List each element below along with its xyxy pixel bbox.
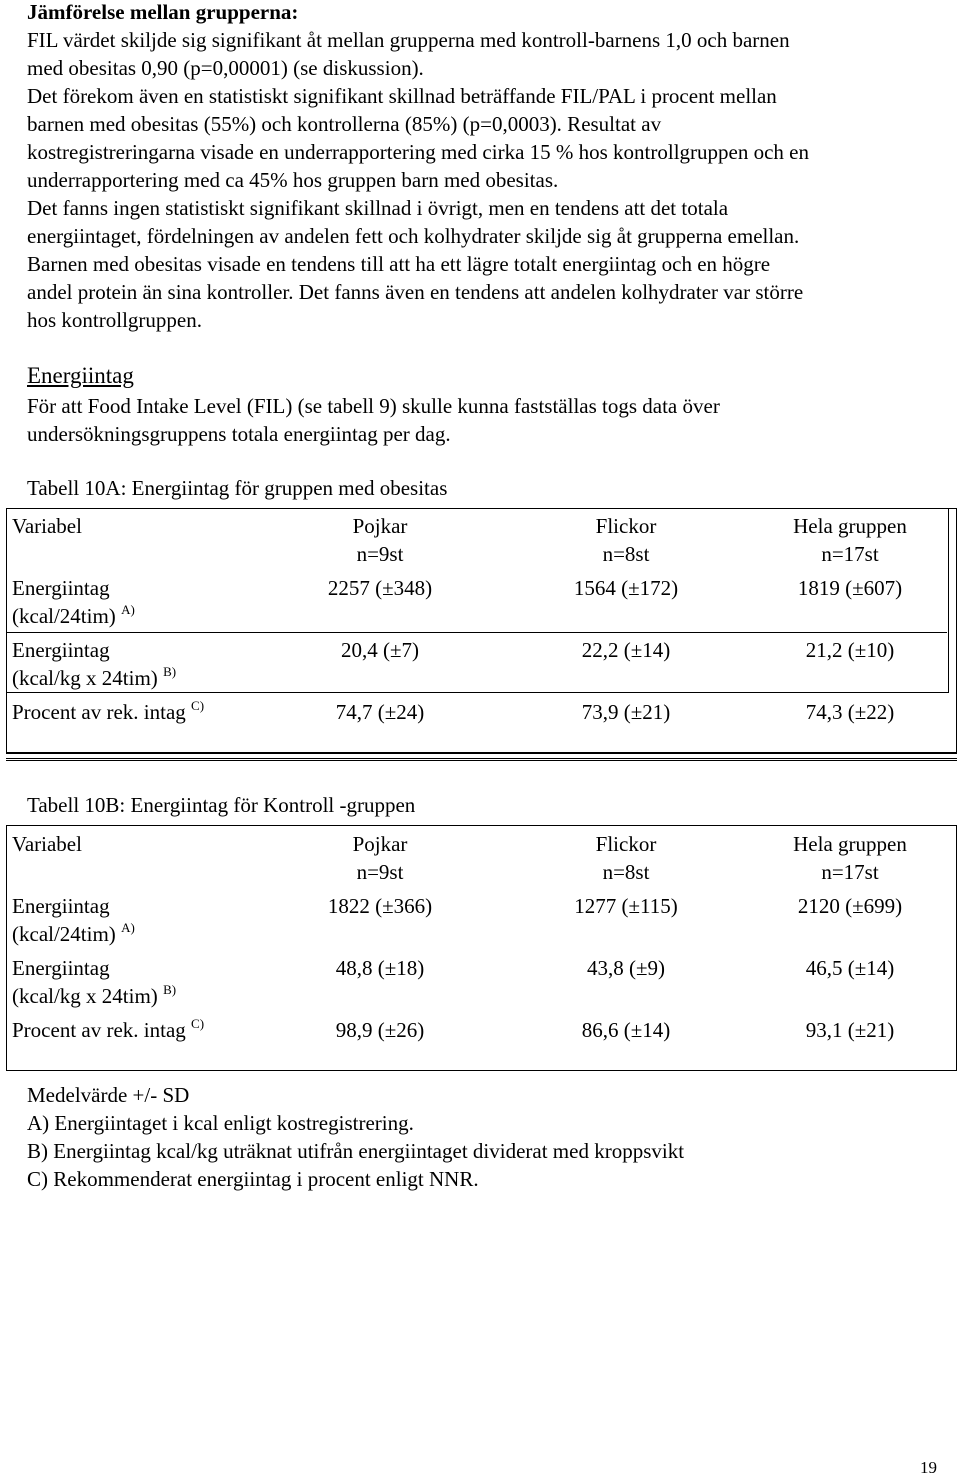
paragraph-line: Det fanns ingen statistiskt signifikant skillnad i övrigt, men en tendens att det totala [27,196,729,220]
header-hela: Hela gruppen [793,832,907,856]
paragraph-line: andel protein än sina kontroller. Det fanns även en tendens att andelen kolhydrater var större [27,280,804,304]
table-cell: 22,2 (±14) [581,638,671,662]
header-hela-n: n=17st [821,542,879,566]
header-pojkar-n: n=9st [356,860,404,884]
table-a-right-rule [948,508,949,692]
header-hela-n: n=17st [821,860,879,884]
row-label: Energiintag [12,638,110,662]
table-a-left-rule [6,508,7,692]
row-label: (kcal/24tim) $^{A)}$ [12,602,135,628]
table-cell: 74,3 (±22) [805,700,895,724]
paragraph-line: med obesitas 0,90 (p=0,00001) (se diskussion). [27,56,424,80]
row-label: (kcal/24tim) $^{A)}$ [12,920,135,946]
table-cell: 1564 (±172) [573,576,679,600]
header-pojkar: Pojkar [352,832,408,856]
section-heading-comparison: Jämförelse mellan grupperna: [27,0,299,24]
header-variable: Variabel [12,514,82,538]
table-b-bottom-rule [6,1070,957,1071]
paragraph-line: FIL värdet skiljde sig signifikant åt mellan grupperna med kontroll-barnens 1,0 och barnen [27,28,790,52]
row-label: (kcal/kg x 24tim) $^{B)}$ [12,664,177,690]
table-cell: 1819 (±607) [797,576,903,600]
note-line: Medelvärde +/- SD [27,1083,190,1107]
note-line: B) Energiintag kcal/kg uträknat utifrån energiintaget dividerat med kroppsvikt [27,1139,685,1163]
table-b-caption: Tabell 10B: Energiintag för Kontroll -gruppen [27,793,416,817]
table-cell: 74,7 (±24) [335,700,425,724]
row-label: Energiintag [12,894,110,918]
table-cell: 48,8 (±18) [335,956,425,980]
table-cell: 2257 (±348) [327,576,433,600]
table-a-divider [6,692,949,693]
paragraph-line: Det förekom även en statistiskt signifikant skillnad beträffande FIL/PAL i procent mellan [27,84,777,108]
header-flickor: Flickor [595,514,657,538]
table-cell: 20,4 (±7) [340,638,419,662]
header-hela: Hela gruppen [793,514,907,538]
table-a-double-rule [6,753,957,761]
section-heading-energiintag: Energiintag [27,363,134,388]
table-b-top-rule [6,825,957,826]
header-variable: Variabel [12,832,82,856]
row-label: Energiintag [12,956,110,980]
table-a-divider [6,632,947,633]
row-label: Energiintag [12,576,110,600]
paragraph-line: Barnen med obesitas visade en tendens till att ha ett lägre totalt energiintag och en högre [27,252,771,276]
paragraph-line: energiintaget, fördelningen av andelen fett och kolhydrater skiljde sig åt grupperna emellan. [27,224,800,248]
table-a-caption: Tabell 10A: Energiintag för gruppen med obesitas [27,476,448,500]
note-line: A) Energiintaget i kcal enligt kostregistrering. [27,1111,414,1135]
paragraph-line: underrapportering med ca 45% hos gruppen barn med obesitas. [27,168,559,192]
paragraph-line: hos kontrollgruppen. [27,308,202,332]
paragraph-line: För att Food Intake Level (FIL) (se tabell 9) skulle kunna fastställas togs data över [27,394,720,418]
header-pojkar: Pojkar [352,514,408,538]
table-b-right-rule [956,825,957,1070]
header-flickor-n: n=8st [602,542,650,566]
table-cell: 1822 (±366) [327,894,433,918]
header-pojkar-n: n=9st [356,542,404,566]
paragraph-line: barnen med obesitas (55%) och kontrollerna (85%) (p=0,0003). Resultat av [27,112,662,136]
note-line: C) Rekommenderat energiintag i procent enligt NNR. [27,1167,479,1191]
paragraph-line: kostregistreringarna visade en underrapportering med cirka 15 % hos kontrollgruppen och en [27,140,810,164]
header-flickor: Flickor [595,832,657,856]
table-cell: 21,2 (±10) [805,638,895,662]
row-label: (kcal/kg x 24tim) $^{B)}$ [12,982,177,1008]
table-cell: 43,8 (±9) [586,956,665,980]
header-flickor-n: n=8st [602,860,650,884]
row-label: Procent av rek. intag $^{C)}$ [12,1016,205,1042]
table-cell: 93,1 (±21) [805,1018,895,1042]
table-cell: 46,5 (±14) [805,956,895,980]
table-cell: 86,6 (±14) [581,1018,671,1042]
table-cell: 2120 (±699) [797,894,903,918]
table-cell: 73,9 (±21) [581,700,671,724]
page-number: 19 [920,1458,937,1477]
table-cell: 98,9 (±26) [335,1018,425,1042]
table-b-left-rule [6,825,7,1070]
row-label: Procent av rek. intag $^{C)}$ [12,698,205,724]
paragraph-line: undersökningsgruppens totala energiintag per dag. [27,422,451,446]
table-cell: 1277 (±115) [574,894,678,918]
